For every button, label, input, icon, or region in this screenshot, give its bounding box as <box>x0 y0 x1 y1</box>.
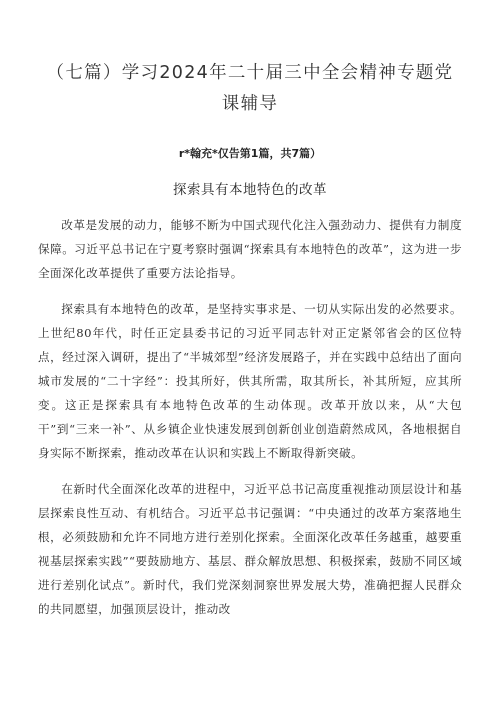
section-heading: 探索具有本地特色的改革 <box>173 182 327 198</box>
body-paragraph-2: 探索具有本地特色的改革，是坚持实事求是、一切从实际出发的必然要求。上世纪80年代，时任正定县委书记的习近平同志针对正定紧邻省会的区位特点，经过深入调研，提出了“半城郊型”经济发展路子，并在实践中总结出了面向城市发展的“二十字经”：投其所好，供其所需，取其所长，补其所短，应其所变。这正是探索具有本地特色改革的生动体现。改革开放以来，从“大包干”到“三来一补”、从乡镇企业快速发展到创新创业创造蔚然成风，各地根据自身实际不断探索，推动改革在认识和实践上不断取得新突破。 <box>38 302 462 460</box>
document-meta-line: r*翰充*仅告第1篇，共7篇） <box>178 147 322 160</box>
document-title: （七篇）学习2024年二十届三中全会精神专题党课辅导 <box>46 63 454 114</box>
body-paragraph-1: 改革是发展的动力，能够不断为中国式现代化注入强劲动力、提供有力制度保障。习近平总书记在宁夏考察时强调“探索具有本地特色的改革”，这为进一步全面深化改革提供了重要方法论指导。 <box>38 218 462 280</box>
document-body <box>38 213 462 621</box>
body-paragraph-3: 在新时代全面深化改革的进程中，习近平总书记高度重视推动顶层设计和基层探索良性互动、有机结合。习近平总书记强调：“中央通过的改革方案落地生根，必须鼓励和允许不同地方进行差别化探索。全面深化改革任务越重，越要重视基层探索实践”“要鼓励地方、基层、群众解放思想、积极探索，鼓励不同区域进行差别化试点”。新时代，我们党深刻洞察世界发展大势，准确把握人民群众的共同愿望，加强顶层设计，推动改 <box>38 482 462 616</box>
